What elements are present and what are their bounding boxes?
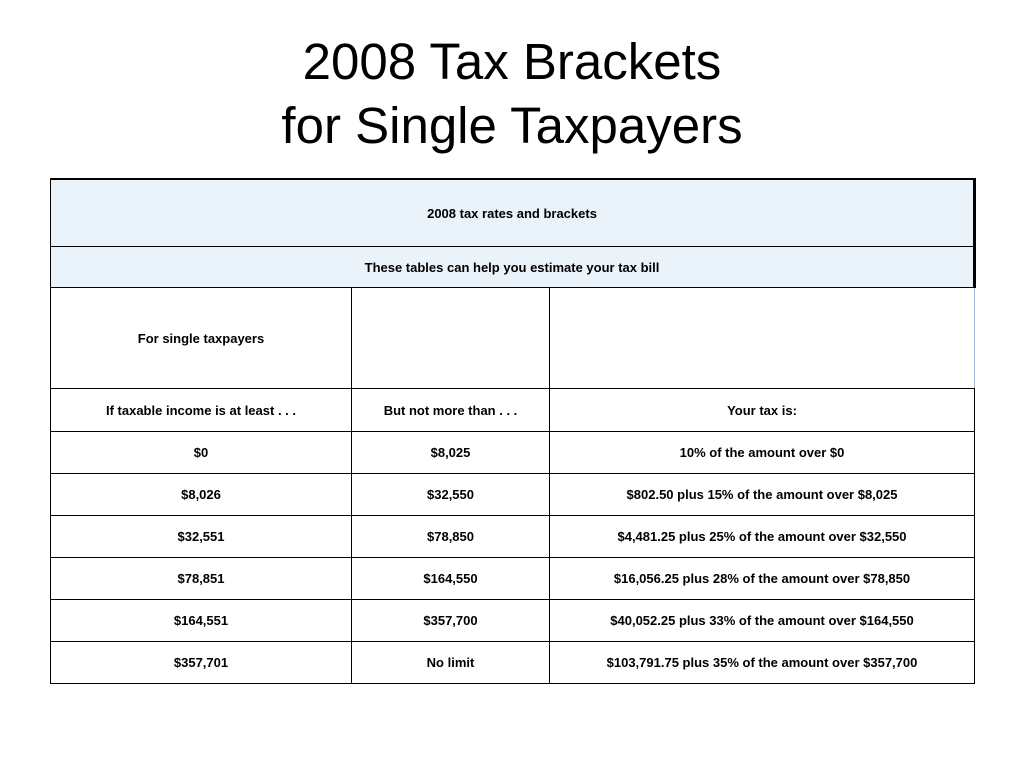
table-row [51, 558, 975, 600]
section-label-row [51, 288, 975, 389]
table-row [51, 642, 975, 684]
tax-bracket-table [50, 178, 976, 684]
column-header-tax: Your tax is: [550, 389, 975, 432]
max-income-cell: $8,025 [352, 432, 550, 474]
table-subcaption-row [51, 247, 975, 288]
table-row [51, 474, 975, 516]
tax-cell: 10% of the amount over $0 [550, 432, 975, 474]
table-row [51, 516, 975, 558]
tax-cell: $802.50 plus 15% of the amount over $8,025 [550, 474, 975, 516]
empty-cell [550, 288, 975, 389]
title-line-2: for Single Taxpayers [281, 97, 743, 154]
max-income-cell: $32,550 [352, 474, 550, 516]
table-caption: 2008 tax rates and brackets [51, 179, 975, 247]
min-income-cell: $164,551 [51, 600, 352, 642]
max-income-cell: $78,850 [352, 516, 550, 558]
min-income-cell: $357,701 [51, 642, 352, 684]
title-line-1: 2008 Tax Brackets [302, 33, 722, 90]
tax-cell: $40,052.25 plus 33% of the amount over $164,550 [550, 600, 975, 642]
table-row [51, 600, 975, 642]
tax-cell: $103,791.75 plus 35% of the amount over $357,700 [550, 642, 975, 684]
max-income-cell: $164,550 [352, 558, 550, 600]
max-income-cell: No limit [352, 642, 550, 684]
empty-cell [352, 288, 550, 389]
tax-cell: $4,481.25 plus 25% of the amount over $32,550 [550, 516, 975, 558]
min-income-cell: $32,551 [51, 516, 352, 558]
table-subcaption: These tables can help you estimate your tax bill [51, 247, 975, 288]
table-caption-row [51, 179, 975, 247]
table-row [51, 432, 975, 474]
max-income-cell: $357,700 [352, 600, 550, 642]
tax-cell: $16,056.25 plus 28% of the amount over $78,850 [550, 558, 975, 600]
section-label: For single taxpayers [51, 288, 352, 389]
column-header-row [51, 389, 975, 432]
slide-title [0, 30, 1024, 158]
min-income-cell: $0 [51, 432, 352, 474]
column-header-max-income: But not more than . . . [352, 389, 550, 432]
min-income-cell: $8,026 [51, 474, 352, 516]
column-header-min-income: If taxable income is at least . . . [51, 389, 352, 432]
min-income-cell: $78,851 [51, 558, 352, 600]
